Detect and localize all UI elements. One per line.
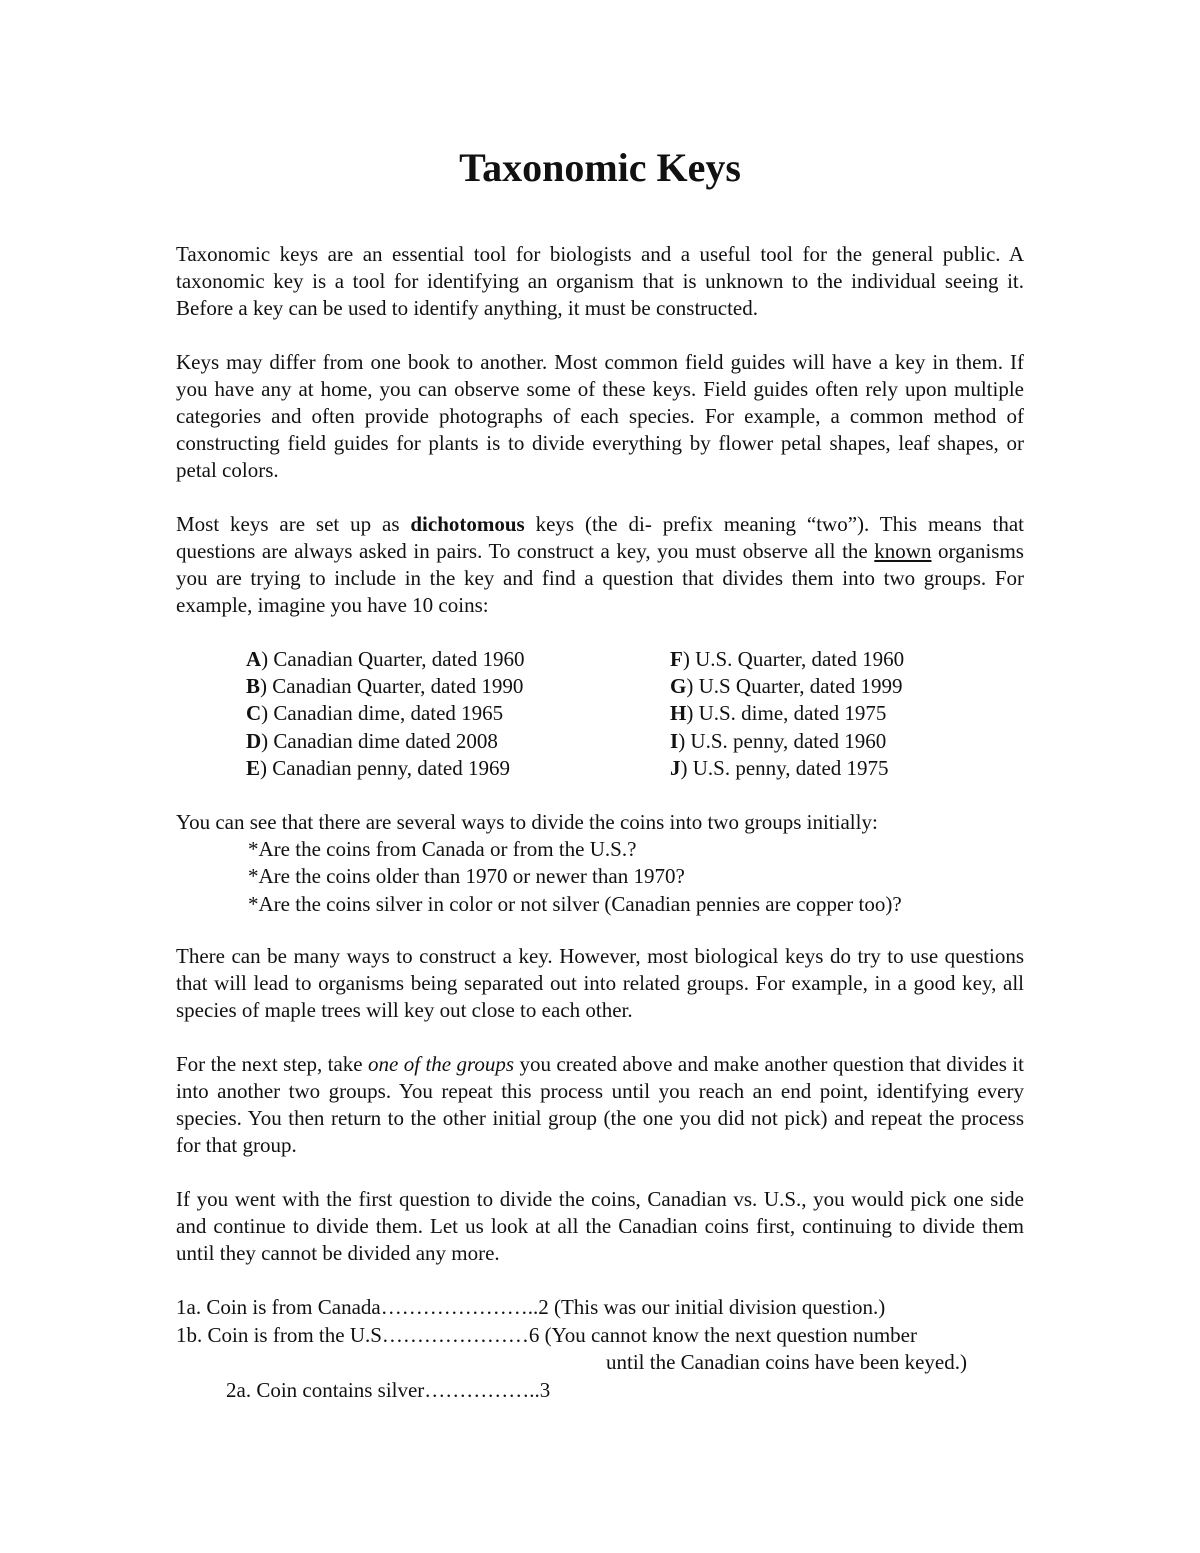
paragraph-next-step bbox=[176, 1051, 1024, 1159]
coin-text: ) U.S. penny, dated 1960 bbox=[678, 728, 887, 753]
coin-item bbox=[670, 646, 904, 673]
text-segment: keys (the di- prefix meaning “two”). This means that questions are always asked in pairs. To construct a key, you must observe all the bbox=[176, 512, 1024, 563]
coin-item bbox=[670, 700, 904, 727]
italic-phrase: one of the groups bbox=[368, 1052, 515, 1076]
paragraph-biological-keys: There can be many ways to construct a key. However, most biological keys do try to use questions that will lead to organisms being separated out into related groups. For example, in a good key, all species of maple trees will key out close to each other. bbox=[176, 944, 1024, 1022]
coin-item bbox=[246, 700, 524, 727]
coin-item bbox=[670, 755, 904, 782]
key-line-1b: 1b. Coin is from the U.S…………………6 (You cannot know the next question number bbox=[176, 1322, 917, 1347]
coin-letter: B bbox=[246, 674, 261, 699]
text-segment: organisms you are trying to include in the key and find a question that divides them into two groups. For example, imagine you have 10 coins: bbox=[176, 539, 1024, 617]
division-question: *Are the coins from Canada or from the U.S.? bbox=[248, 837, 637, 862]
text-segment: For the next step, take bbox=[176, 1052, 368, 1076]
coin-letter: H bbox=[670, 701, 687, 726]
coin-text: ) Canadian penny, dated 1969 bbox=[260, 755, 510, 780]
coin-text: ) Canadian dime, dated 1965 bbox=[261, 701, 504, 726]
coin-list-canadian bbox=[246, 646, 524, 782]
coin-text: ) Canadian Quarter, dated 1990 bbox=[260, 674, 524, 699]
coin-item bbox=[246, 728, 524, 755]
coin-letter: J bbox=[670, 755, 681, 780]
coin-letter: A bbox=[246, 647, 262, 671]
paragraph-intro: Taxonomic keys are an essential tool for biologists and a useful tool for the general public. A taxonomic key is a tool for identifying an organism that is unknown to the individual seeing it. Before a key can be used to identify anything, it must be constructed. bbox=[176, 242, 1024, 320]
coin-list-us bbox=[670, 646, 904, 782]
coin-letter: F bbox=[670, 647, 683, 671]
bold-term-dichotomous: dichotomous bbox=[410, 512, 525, 536]
coin-text: ) U.S. penny, dated 1975 bbox=[680, 755, 889, 780]
division-questions bbox=[176, 809, 902, 918]
coin-letter: D bbox=[246, 728, 262, 753]
coin-text: ) Canadian Quarter, dated 1960 bbox=[261, 647, 525, 671]
key-line-1b-continued: until the Canadian coins have been keyed.) bbox=[606, 1350, 967, 1374]
coin-letter: I bbox=[670, 728, 679, 753]
coin-letter: E bbox=[246, 755, 261, 780]
dichotomous-key bbox=[176, 1294, 967, 1404]
key-line-2a: 2a. Coin contains silver……………..3 bbox=[226, 1377, 551, 1402]
coin-item bbox=[670, 728, 904, 755]
coin-item bbox=[246, 673, 524, 700]
coin-item bbox=[246, 755, 524, 782]
coin-item bbox=[246, 646, 524, 673]
paragraph-first-question: If you went with the first question to divide the coins, Canadian vs. U.S., you would pick one side and continue to divide them. Let us look at all the Canadian coins first, continuing to divide them until they cannot be divided any more. bbox=[176, 1187, 1024, 1265]
coin-text: ) U.S. Quarter, dated 1960 bbox=[682, 647, 905, 671]
division-question: *Are the coins older than 1970 or newer than 1970? bbox=[248, 864, 685, 889]
coin-letter: G bbox=[670, 674, 687, 699]
coin-text: ) Canadian dime dated 2008 bbox=[261, 728, 498, 753]
coin-letter: C bbox=[246, 701, 262, 726]
division-intro: You can see that there are several ways to divide the coins into two groups initially: bbox=[176, 810, 878, 834]
paragraph-dichotomous bbox=[176, 511, 1024, 619]
underlined-term-known: known bbox=[874, 539, 932, 563]
coin-text: ) U.S Quarter, dated 1999 bbox=[686, 674, 903, 699]
coin-item bbox=[670, 673, 904, 700]
page-title: Taxonomic Keys bbox=[459, 145, 741, 190]
text-segment: Most keys are set up as bbox=[176, 512, 411, 536]
division-question: *Are the coins silver in color or not silver (Canadian pennies are copper too)? bbox=[248, 891, 902, 916]
key-line-1a: 1a. Coin is from Canada…………………..2 (This was our initial division question.) bbox=[176, 1295, 886, 1319]
coin-text: ) U.S. dime, dated 1975 bbox=[686, 701, 887, 726]
text-segment: you created above and make another question that divides it into another two groups. You repeat this process until you reach an end point, identifying every species. You then return to the other initial group (the one you did not pick) and repeat the process for that group. bbox=[176, 1052, 1024, 1157]
paragraph-field-guides: Keys may differ from one book to another. Most common field guides will have a key in them. If you have any at home, you can observe some of these keys. Field guides often rely upon multiple categories and often provide photographs of each species. For example, a common method of constructing field guides for plants is to divide everything by flower petal shapes, leaf shapes, or petal colors. bbox=[176, 350, 1024, 482]
